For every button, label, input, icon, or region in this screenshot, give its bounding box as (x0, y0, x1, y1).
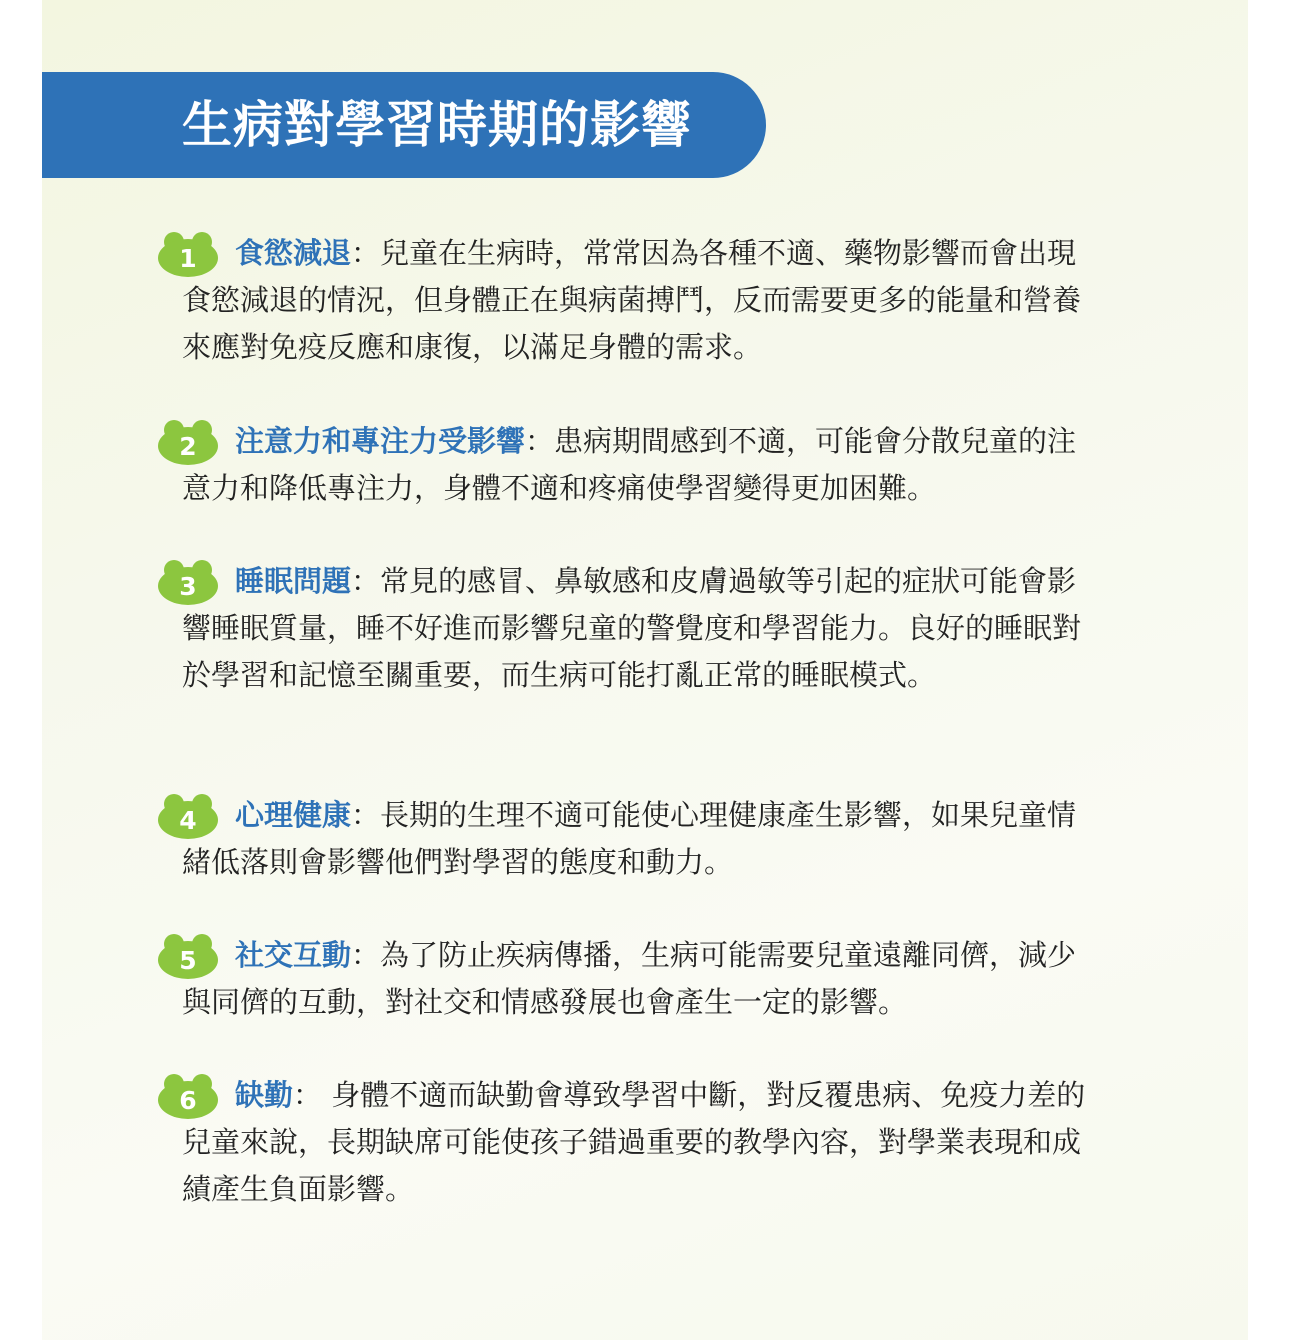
item-colon: ： (351, 564, 381, 598)
item-paragraph (182, 792, 1088, 886)
title-banner (42, 72, 766, 178)
item-heading: 心理健康 (235, 798, 352, 832)
item-number: 2 (179, 432, 197, 461)
item-paragraph (182, 932, 1088, 1026)
item-body: 身體不適而缺勤會導致學習中斷，對反覆患病、免疫力差的兒童來說，長期缺席可能使孩子錯過重要的教學內容，對學業表現和成績產生負面影響。 (182, 1078, 1086, 1206)
item-body: 常見的感冒、鼻敏感和皮膚過敏等引起的症狀可能會影響睡眠質量，睡不好進而影響兒童的警覺度和學習能力。良好的睡眠對於學習和記憶至關重要，而生病可能打亂正常的睡眠模式。 (182, 564, 1082, 692)
item-body: 長期的生理不適可能使心理健康產生影響，如果兒童情緒低落則會影響他們對學習的態度和動力。 (182, 798, 1077, 879)
item-number: 6 (179, 1086, 197, 1115)
item-colon: ： (351, 798, 381, 832)
item-colon: ： (525, 424, 555, 458)
item-heading: 睡眠問題 (235, 564, 352, 598)
item-heading: 社交互動 (235, 938, 352, 972)
item-body: 患病期間感到不適，可能會分散兒童的注意力和降低專注力，身體不適和疼痛使學習變得更加困難。 (182, 424, 1077, 505)
item-body: 兒童在生病時，常常因為各種不適、藥物影響而會出現食慾減退的情況，但身體正在與病菌搏鬥，反而需要更多的能量和營養來應對免疫反應和康復，以滿足身體的需求。 (182, 236, 1082, 364)
item-number: 4 (179, 806, 197, 835)
item-paragraph (182, 230, 1088, 371)
item-number: 3 (179, 572, 197, 601)
item-colon: ： (293, 1078, 323, 1112)
item-paragraph (182, 1072, 1088, 1213)
item-body: 為了防止疾病傳播，生病可能需要兒童遠離同儕，減少與同儕的互動，對社交和情感發展也會產生一定的影響。 (182, 938, 1077, 1019)
item-colon: ： (351, 938, 381, 972)
item-number: 1 (179, 244, 197, 273)
item-heading: 缺勤 (235, 1078, 294, 1112)
item-colon: ： (351, 236, 381, 270)
page-title: 生病對學習時期的影響 (182, 96, 692, 154)
item-heading: 注意力和專注力受影響 (235, 424, 526, 458)
item-paragraph (182, 418, 1088, 512)
item-paragraph (182, 558, 1088, 699)
item-heading: 食慾減退 (235, 236, 352, 270)
item-number: 5 (179, 946, 197, 975)
